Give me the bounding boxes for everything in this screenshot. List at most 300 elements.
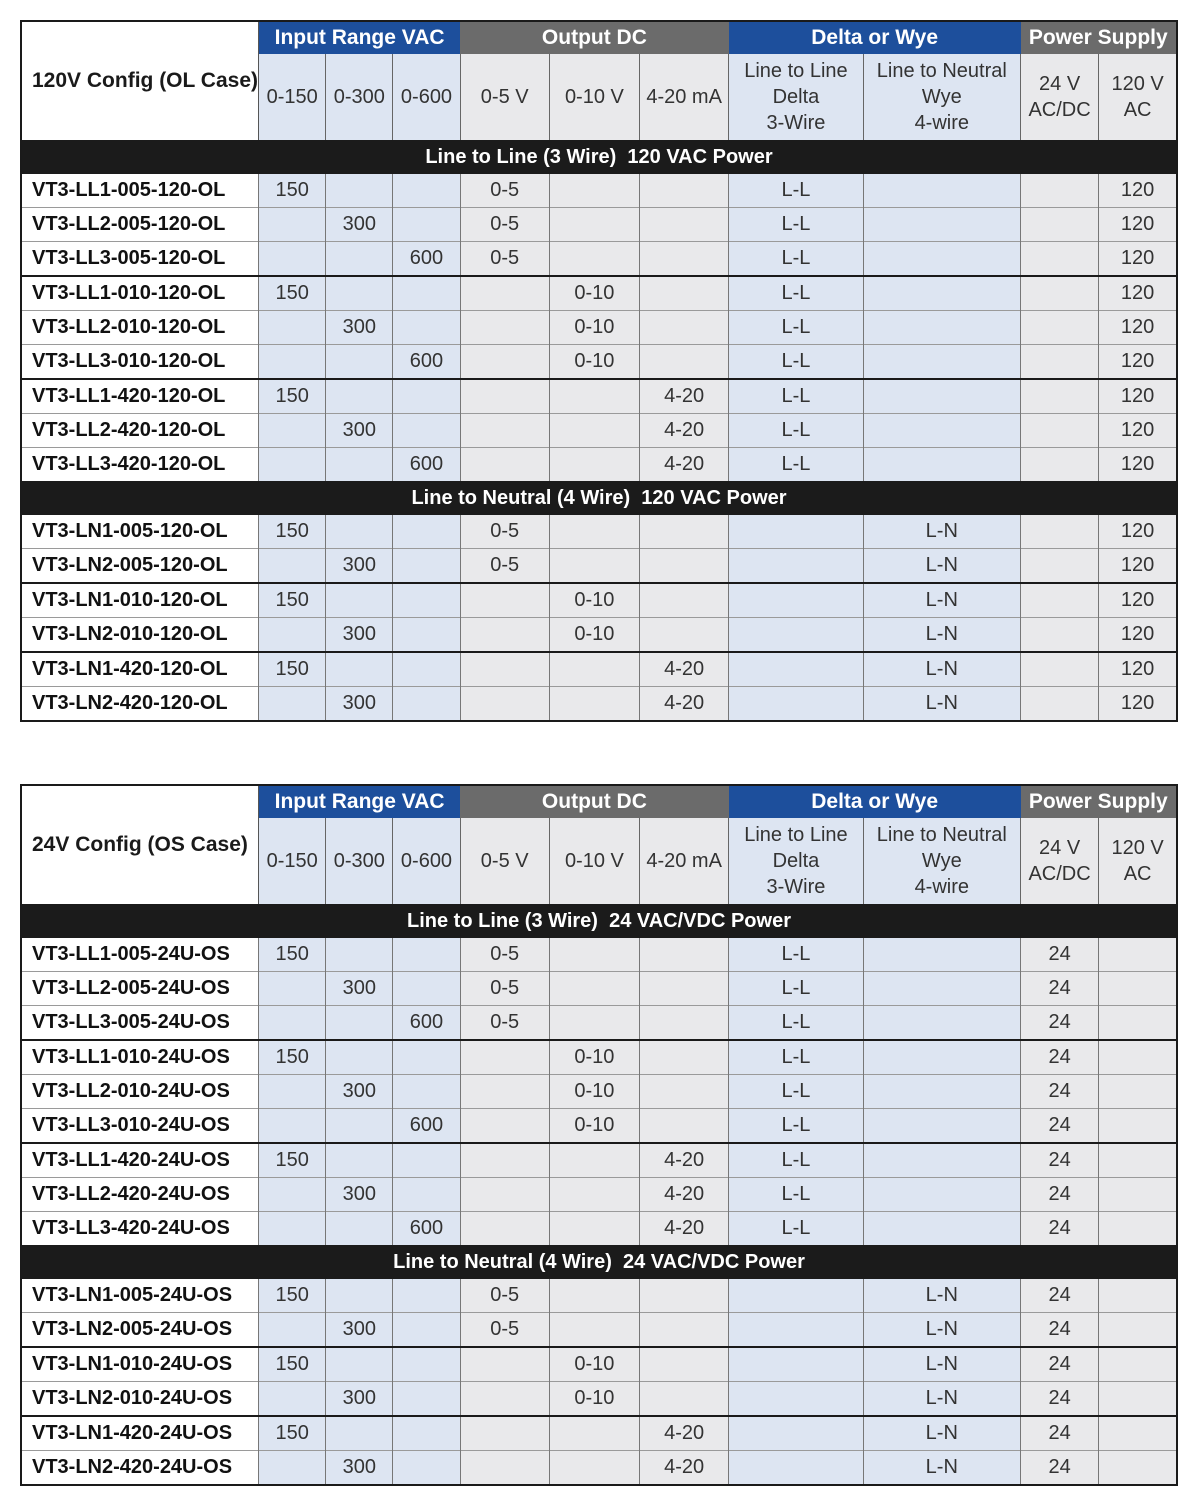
- table-row: [21, 379, 1177, 414]
- cell-line-to-line: L-L: [729, 1212, 863, 1246]
- column-header-line: 4-wire: [914, 112, 970, 134]
- cell-supply-24v: [1021, 618, 1099, 653]
- cell-range-0-300: 300: [326, 311, 393, 345]
- cell-range-0-600: [393, 276, 460, 311]
- cell-out-0-10v: 0-10: [549, 583, 639, 618]
- cell-supply-120v: 120: [1099, 379, 1177, 414]
- cell-range-0-300: [326, 1347, 393, 1382]
- group-header-output: Output DC: [460, 21, 729, 54]
- cell-range-0-150: [259, 1006, 326, 1041]
- cell-supply-24v: 24: [1021, 1040, 1099, 1075]
- cell-out-0-5v: [460, 379, 549, 414]
- column-header-line: 4-wire: [914, 876, 970, 898]
- cell-range-0-600: [393, 938, 460, 972]
- cell-range-0-600: [393, 687, 460, 722]
- cell-supply-24v: [1021, 242, 1099, 277]
- cell-out-4-20ma: [640, 583, 729, 618]
- part-number: VT3-LL2-010-120-OL: [21, 311, 259, 345]
- cell-range-0-600: 600: [393, 345, 460, 380]
- cell-line-to-neutral: [863, 1109, 1020, 1144]
- table-row: [21, 652, 1177, 687]
- cell-out-0-10v: 0-10: [549, 1075, 639, 1109]
- group-header-power: Power Supply: [1021, 785, 1178, 818]
- column-header-line: AC: [1123, 99, 1152, 121]
- cell-supply-24v: [1021, 652, 1099, 687]
- column-header-line: Delta: [772, 86, 820, 108]
- group-header-input: Input Range VAC: [259, 21, 460, 54]
- cell-supply-24v: 24: [1021, 1347, 1099, 1382]
- part-number: VT3-LL1-010-24U-OS: [21, 1040, 259, 1075]
- cell-out-0-5v: [460, 311, 549, 345]
- cell-supply-120v: [1099, 1212, 1177, 1246]
- section-label: Line to Line (3 Wire) 120 VAC Power: [21, 140, 1177, 174]
- cell-range-0-600: [393, 1382, 460, 1417]
- cell-range-0-300: 300: [326, 1075, 393, 1109]
- part-number: VT3-LL1-420-120-OL: [21, 379, 259, 414]
- cell-out-0-5v: [460, 687, 549, 722]
- cell-out-0-5v: [460, 1382, 549, 1417]
- cell-out-0-5v: 0-5: [460, 1279, 549, 1313]
- cell-range-0-300: 300: [326, 972, 393, 1006]
- cell-range-0-150: [259, 414, 326, 448]
- cell-range-0-300: 300: [326, 414, 393, 448]
- group-header-delta: Delta or Wye: [729, 21, 1021, 54]
- column-header-line: Line to Line: [744, 60, 848, 82]
- column-header-line: Wye: [921, 86, 962, 108]
- cell-supply-120v: [1099, 1006, 1177, 1041]
- cell-out-4-20ma: [640, 515, 729, 549]
- cell-line-to-line: L-L: [729, 242, 863, 277]
- cell-line-to-line: L-L: [729, 1109, 863, 1144]
- cell-out-4-20ma: [640, 1313, 729, 1348]
- table-row: [21, 1040, 1177, 1075]
- cell-out-0-10v: 0-10: [549, 1109, 639, 1144]
- part-number: VT3-LN2-420-120-OL: [21, 687, 259, 722]
- cell-out-0-10v: [549, 1178, 639, 1212]
- cell-range-0-300: [326, 276, 393, 311]
- cell-range-0-150: [259, 1075, 326, 1109]
- cell-supply-24v: 24: [1021, 938, 1099, 972]
- column-header-line: 4-20 mA: [646, 850, 722, 872]
- part-number: VT3-LL2-005-24U-OS: [21, 972, 259, 1006]
- table-row: [21, 208, 1177, 242]
- cell-line-to-neutral: L-N: [863, 1347, 1020, 1382]
- cell-supply-120v: 120: [1099, 549, 1177, 584]
- cell-line-to-line: L-L: [729, 311, 863, 345]
- cell-supply-120v: [1099, 1451, 1177, 1486]
- cell-out-0-10v: [549, 448, 639, 482]
- cell-out-4-20ma: 4-20: [640, 687, 729, 722]
- cell-out-0-10v: [549, 1143, 639, 1178]
- cell-range-0-300: [326, 1040, 393, 1075]
- table-row: [21, 972, 1177, 1006]
- column-header-supply-120v: [1099, 54, 1177, 140]
- cell-supply-24v: [1021, 208, 1099, 242]
- cell-range-0-600: 600: [393, 448, 460, 482]
- cell-range-0-600: [393, 652, 460, 687]
- cell-line-to-line: L-L: [729, 972, 863, 1006]
- cell-out-0-5v: 0-5: [460, 1313, 549, 1348]
- cell-range-0-300: [326, 515, 393, 549]
- cell-out-0-5v: [460, 652, 549, 687]
- cell-line-to-neutral: [863, 938, 1020, 972]
- table-row: [21, 618, 1177, 653]
- column-header-line-to-line: [729, 818, 863, 904]
- cell-supply-24v: [1021, 687, 1099, 722]
- cell-supply-120v: [1099, 1075, 1177, 1109]
- cell-range-0-600: [393, 208, 460, 242]
- cell-range-0-300: [326, 583, 393, 618]
- table-row: [21, 1006, 1177, 1041]
- cell-out-0-5v: 0-5: [460, 549, 549, 584]
- column-header-line: Wye: [921, 850, 962, 872]
- cell-range-0-600: [393, 549, 460, 584]
- cell-range-0-600: 600: [393, 242, 460, 277]
- cell-out-0-5v: 0-5: [460, 972, 549, 1006]
- cell-line-to-line: [729, 1451, 863, 1486]
- cell-supply-24v: 24: [1021, 972, 1099, 1006]
- cell-out-0-10v: 0-10: [549, 618, 639, 653]
- part-number: VT3-LN1-010-24U-OS: [21, 1347, 259, 1382]
- cell-out-0-10v: [549, 972, 639, 1006]
- cell-out-4-20ma: [640, 972, 729, 1006]
- cell-range-0-600: [393, 618, 460, 653]
- cell-out-0-5v: [460, 448, 549, 482]
- cell-out-0-10v: 0-10: [549, 276, 639, 311]
- cell-range-0-300: 300: [326, 687, 393, 722]
- cell-out-4-20ma: 4-20: [640, 1451, 729, 1486]
- column-header-range-0-600: [393, 54, 460, 140]
- section-header-row: [21, 140, 1177, 174]
- cell-out-0-5v: [460, 1109, 549, 1144]
- cell-range-0-600: 600: [393, 1006, 460, 1041]
- table-row: [21, 1416, 1177, 1451]
- cell-out-0-5v: 0-5: [460, 174, 549, 208]
- cell-out-0-10v: [549, 414, 639, 448]
- cell-out-0-10v: [549, 242, 639, 277]
- column-header-out-0-5v: [460, 818, 549, 904]
- cell-out-0-10v: [549, 208, 639, 242]
- cell-line-to-line: L-L: [729, 1006, 863, 1041]
- config-table-24v: [20, 784, 1178, 1486]
- cell-line-to-neutral: L-N: [863, 1451, 1020, 1486]
- cell-line-to-line: [729, 583, 863, 618]
- cell-supply-120v: 120: [1099, 345, 1177, 380]
- cell-range-0-150: [259, 1451, 326, 1486]
- cell-supply-24v: [1021, 549, 1099, 584]
- cell-range-0-600: [393, 1416, 460, 1451]
- cell-out-4-20ma: [640, 208, 729, 242]
- part-number: VT3-LL2-420-24U-OS: [21, 1178, 259, 1212]
- cell-range-0-600: [393, 311, 460, 345]
- cell-supply-24v: [1021, 515, 1099, 549]
- cell-out-0-5v: 0-5: [460, 208, 549, 242]
- part-number: VT3-LL1-420-24U-OS: [21, 1143, 259, 1178]
- column-header-line: 120 V: [1111, 837, 1164, 859]
- cell-range-0-600: [393, 174, 460, 208]
- cell-line-to-line: L-L: [729, 1178, 863, 1212]
- cell-line-to-neutral: L-N: [863, 687, 1020, 722]
- part-number: VT3-LL2-010-24U-OS: [21, 1075, 259, 1109]
- part-number: VT3-LN2-005-120-OL: [21, 549, 259, 584]
- cell-range-0-150: 150: [259, 1040, 326, 1075]
- table-row: [21, 1313, 1177, 1348]
- part-number: VT3-LL1-010-120-OL: [21, 276, 259, 311]
- cell-out-4-20ma: [640, 938, 729, 972]
- column-header-line: 0-5 V: [480, 850, 529, 872]
- cell-range-0-600: 600: [393, 1109, 460, 1144]
- cell-range-0-600: [393, 414, 460, 448]
- cell-supply-120v: [1099, 972, 1177, 1006]
- cell-range-0-300: [326, 379, 393, 414]
- cell-supply-120v: [1099, 1347, 1177, 1382]
- group-header-row: [21, 785, 1177, 818]
- column-header-range-0-300: [326, 818, 393, 904]
- part-number: VT3-LL1-005-24U-OS: [21, 938, 259, 972]
- cell-out-0-10v: 0-10: [549, 1382, 639, 1417]
- part-number: VT3-LN2-010-24U-OS: [21, 1382, 259, 1417]
- cell-supply-24v: 24: [1021, 1109, 1099, 1144]
- section-label: Line to Neutral (4 Wire) 24 VAC/VDC Power: [21, 1245, 1177, 1279]
- cell-range-0-600: [393, 1347, 460, 1382]
- cell-range-0-600: 600: [393, 1212, 460, 1246]
- part-number: VT3-LL3-010-120-OL: [21, 345, 259, 380]
- column-header-line: 0-10 V: [564, 86, 624, 108]
- column-header-line: Line to Line: [744, 824, 848, 846]
- cell-range-0-600: [393, 379, 460, 414]
- table-row: [21, 174, 1177, 208]
- cell-out-4-20ma: [640, 1109, 729, 1144]
- cell-range-0-150: [259, 242, 326, 277]
- cell-supply-120v: [1099, 1040, 1177, 1075]
- column-header-line: 0-300: [333, 86, 385, 108]
- cell-supply-120v: 120: [1099, 174, 1177, 208]
- cell-line-to-neutral: [863, 276, 1020, 311]
- part-number: VT3-LL1-005-120-OL: [21, 174, 259, 208]
- cell-range-0-150: [259, 687, 326, 722]
- cell-range-0-150: [259, 549, 326, 584]
- column-header-out-4-20ma: [640, 54, 729, 140]
- cell-line-to-neutral: [863, 208, 1020, 242]
- cell-line-to-neutral: L-N: [863, 1382, 1020, 1417]
- cell-line-to-line: L-L: [729, 345, 863, 380]
- column-header-out-0-10v: [549, 54, 639, 140]
- cell-range-0-150: 150: [259, 1347, 326, 1382]
- cell-line-to-neutral: [863, 448, 1020, 482]
- cell-supply-120v: [1099, 1109, 1177, 1144]
- cell-supply-24v: [1021, 414, 1099, 448]
- table-row: [21, 549, 1177, 584]
- cell-line-to-neutral: L-N: [863, 515, 1020, 549]
- column-header-line: 0-300: [333, 850, 385, 872]
- column-header-supply-120v: [1099, 818, 1177, 904]
- table-row: [21, 311, 1177, 345]
- column-header-out-0-5v: [460, 54, 549, 140]
- cell-supply-24v: [1021, 379, 1099, 414]
- cell-range-0-150: 150: [259, 1143, 326, 1178]
- cell-out-0-5v: [460, 1347, 549, 1382]
- cell-line-to-neutral: L-N: [863, 583, 1020, 618]
- cell-line-to-line: [729, 515, 863, 549]
- cell-out-0-5v: [460, 1075, 549, 1109]
- cell-line-to-line: L-L: [729, 174, 863, 208]
- cell-out-0-5v: 0-5: [460, 938, 549, 972]
- cell-range-0-300: [326, 1416, 393, 1451]
- cell-supply-24v: [1021, 448, 1099, 482]
- cell-out-0-10v: [549, 687, 639, 722]
- cell-out-0-10v: [549, 174, 639, 208]
- column-header-line: 3-Wire: [766, 876, 826, 898]
- cell-out-4-20ma: 4-20: [640, 1416, 729, 1451]
- section-header-row: [21, 1245, 1177, 1279]
- cell-supply-120v: 120: [1099, 618, 1177, 653]
- part-number: VT3-LN1-005-24U-OS: [21, 1279, 259, 1313]
- cell-range-0-300: 300: [326, 618, 393, 653]
- table-row: [21, 414, 1177, 448]
- cell-range-0-300: 300: [326, 1178, 393, 1212]
- column-header-line: AC: [1123, 863, 1152, 885]
- column-header-line-to-neutral: [863, 818, 1020, 904]
- section-header-row: [21, 481, 1177, 515]
- cell-out-0-5v: [460, 276, 549, 311]
- cell-range-0-600: [393, 1143, 460, 1178]
- column-header-line: 0-10 V: [564, 850, 624, 872]
- cell-out-0-5v: [460, 618, 549, 653]
- cell-supply-120v: 120: [1099, 652, 1177, 687]
- cell-line-to-neutral: [863, 1075, 1020, 1109]
- cell-out-4-20ma: [640, 276, 729, 311]
- column-header-line: 0-150: [266, 86, 318, 108]
- cell-out-4-20ma: 4-20: [640, 414, 729, 448]
- section-label: Line to Neutral (4 Wire) 120 VAC Power: [21, 481, 1177, 515]
- cell-out-4-20ma: [640, 1382, 729, 1417]
- cell-line-to-neutral: L-N: [863, 549, 1020, 584]
- cell-out-0-5v: [460, 1040, 549, 1075]
- cell-supply-120v: [1099, 938, 1177, 972]
- cell-range-0-150: [259, 1178, 326, 1212]
- cell-line-to-line: L-L: [729, 379, 863, 414]
- cell-out-0-5v: 0-5: [460, 515, 549, 549]
- column-header-line: 0-150: [266, 850, 318, 872]
- cell-out-0-10v: [549, 1451, 639, 1486]
- column-header-line: AC/DC: [1028, 863, 1091, 885]
- cell-range-0-300: [326, 242, 393, 277]
- cell-line-to-line: [729, 618, 863, 653]
- cell-out-0-10v: [549, 379, 639, 414]
- cell-range-0-150: [259, 1382, 326, 1417]
- cell-supply-120v: 120: [1099, 687, 1177, 722]
- cell-out-0-5v: [460, 345, 549, 380]
- cell-supply-120v: 120: [1099, 448, 1177, 482]
- part-number: VT3-LL3-005-120-OL: [21, 242, 259, 277]
- cell-range-0-300: [326, 345, 393, 380]
- column-header-out-4-20ma: [640, 818, 729, 904]
- cell-range-0-150: 150: [259, 515, 326, 549]
- part-number: VT3-LN2-420-24U-OS: [21, 1451, 259, 1486]
- cell-out-4-20ma: 4-20: [640, 652, 729, 687]
- cell-out-0-5v: [460, 1178, 549, 1212]
- cell-out-4-20ma: [640, 345, 729, 380]
- cell-range-0-150: [259, 1212, 326, 1246]
- cell-line-to-neutral: [863, 345, 1020, 380]
- column-header-line: 24 V: [1039, 837, 1081, 859]
- cell-line-to-neutral: [863, 1143, 1020, 1178]
- column-header-supply-24v: [1021, 54, 1099, 140]
- cell-range-0-150: [259, 448, 326, 482]
- cell-line-to-line: [729, 1279, 863, 1313]
- part-number: VT3-LN2-005-24U-OS: [21, 1313, 259, 1348]
- cell-line-to-line: [729, 549, 863, 584]
- cell-line-to-line: L-L: [729, 414, 863, 448]
- column-header-line: 24 V: [1039, 73, 1081, 95]
- group-header-power: Power Supply: [1021, 21, 1178, 54]
- cell-line-to-line: [729, 1382, 863, 1417]
- cell-out-0-5v: [460, 1143, 549, 1178]
- cell-out-0-10v: 0-10: [549, 311, 639, 345]
- cell-supply-120v: 120: [1099, 515, 1177, 549]
- cell-supply-120v: [1099, 1279, 1177, 1313]
- cell-line-to-line: [729, 1313, 863, 1348]
- cell-supply-120v: 120: [1099, 311, 1177, 345]
- table-row: [21, 242, 1177, 277]
- group-header-input: Input Range VAC: [259, 785, 460, 818]
- table-row: [21, 276, 1177, 311]
- cell-out-4-20ma: [640, 549, 729, 584]
- cell-range-0-300: [326, 1212, 393, 1246]
- cell-supply-120v: 120: [1099, 242, 1177, 277]
- cell-line-to-line: L-L: [729, 448, 863, 482]
- cell-supply-120v: 120: [1099, 583, 1177, 618]
- cell-out-0-5v: [460, 1212, 549, 1246]
- cell-out-4-20ma: [640, 242, 729, 277]
- cell-range-0-150: [259, 972, 326, 1006]
- cell-supply-24v: 24: [1021, 1313, 1099, 1348]
- cell-range-0-300: [326, 938, 393, 972]
- part-number: VT3-LL3-005-24U-OS: [21, 1006, 259, 1041]
- group-header-row: [21, 21, 1177, 54]
- section-header-row: [21, 904, 1177, 938]
- cell-supply-24v: 24: [1021, 1279, 1099, 1313]
- column-header-line: 3-Wire: [766, 112, 826, 134]
- cell-line-to-line: L-L: [729, 1075, 863, 1109]
- cell-out-0-5v: [460, 414, 549, 448]
- table-row: [21, 345, 1177, 380]
- table-row: [21, 938, 1177, 972]
- section-label: Line to Line (3 Wire) 24 VAC/VDC Power: [21, 904, 1177, 938]
- cell-out-0-5v: [460, 1416, 549, 1451]
- cell-line-to-neutral: L-N: [863, 1279, 1020, 1313]
- cell-range-0-150: 150: [259, 1279, 326, 1313]
- cell-range-0-600: [393, 1075, 460, 1109]
- column-header-line: 120 V: [1111, 73, 1164, 95]
- cell-supply-24v: 24: [1021, 1178, 1099, 1212]
- group-header-delta: Delta or Wye: [729, 785, 1021, 818]
- cell-out-0-5v: [460, 1451, 549, 1486]
- column-header-range-0-150: [259, 54, 326, 140]
- group-header-output: Output DC: [460, 785, 729, 818]
- cell-line-to-line: [729, 652, 863, 687]
- cell-line-to-line: L-L: [729, 208, 863, 242]
- cell-out-0-10v: 0-10: [549, 345, 639, 380]
- cell-line-to-line: L-L: [729, 1143, 863, 1178]
- cell-range-0-150: 150: [259, 276, 326, 311]
- cell-range-0-300: [326, 652, 393, 687]
- cell-line-to-line: L-L: [729, 276, 863, 311]
- part-number: VT3-LN1-005-120-OL: [21, 515, 259, 549]
- cell-out-0-10v: [549, 1416, 639, 1451]
- cell-range-0-150: [259, 1313, 326, 1348]
- cell-line-to-neutral: [863, 1212, 1020, 1246]
